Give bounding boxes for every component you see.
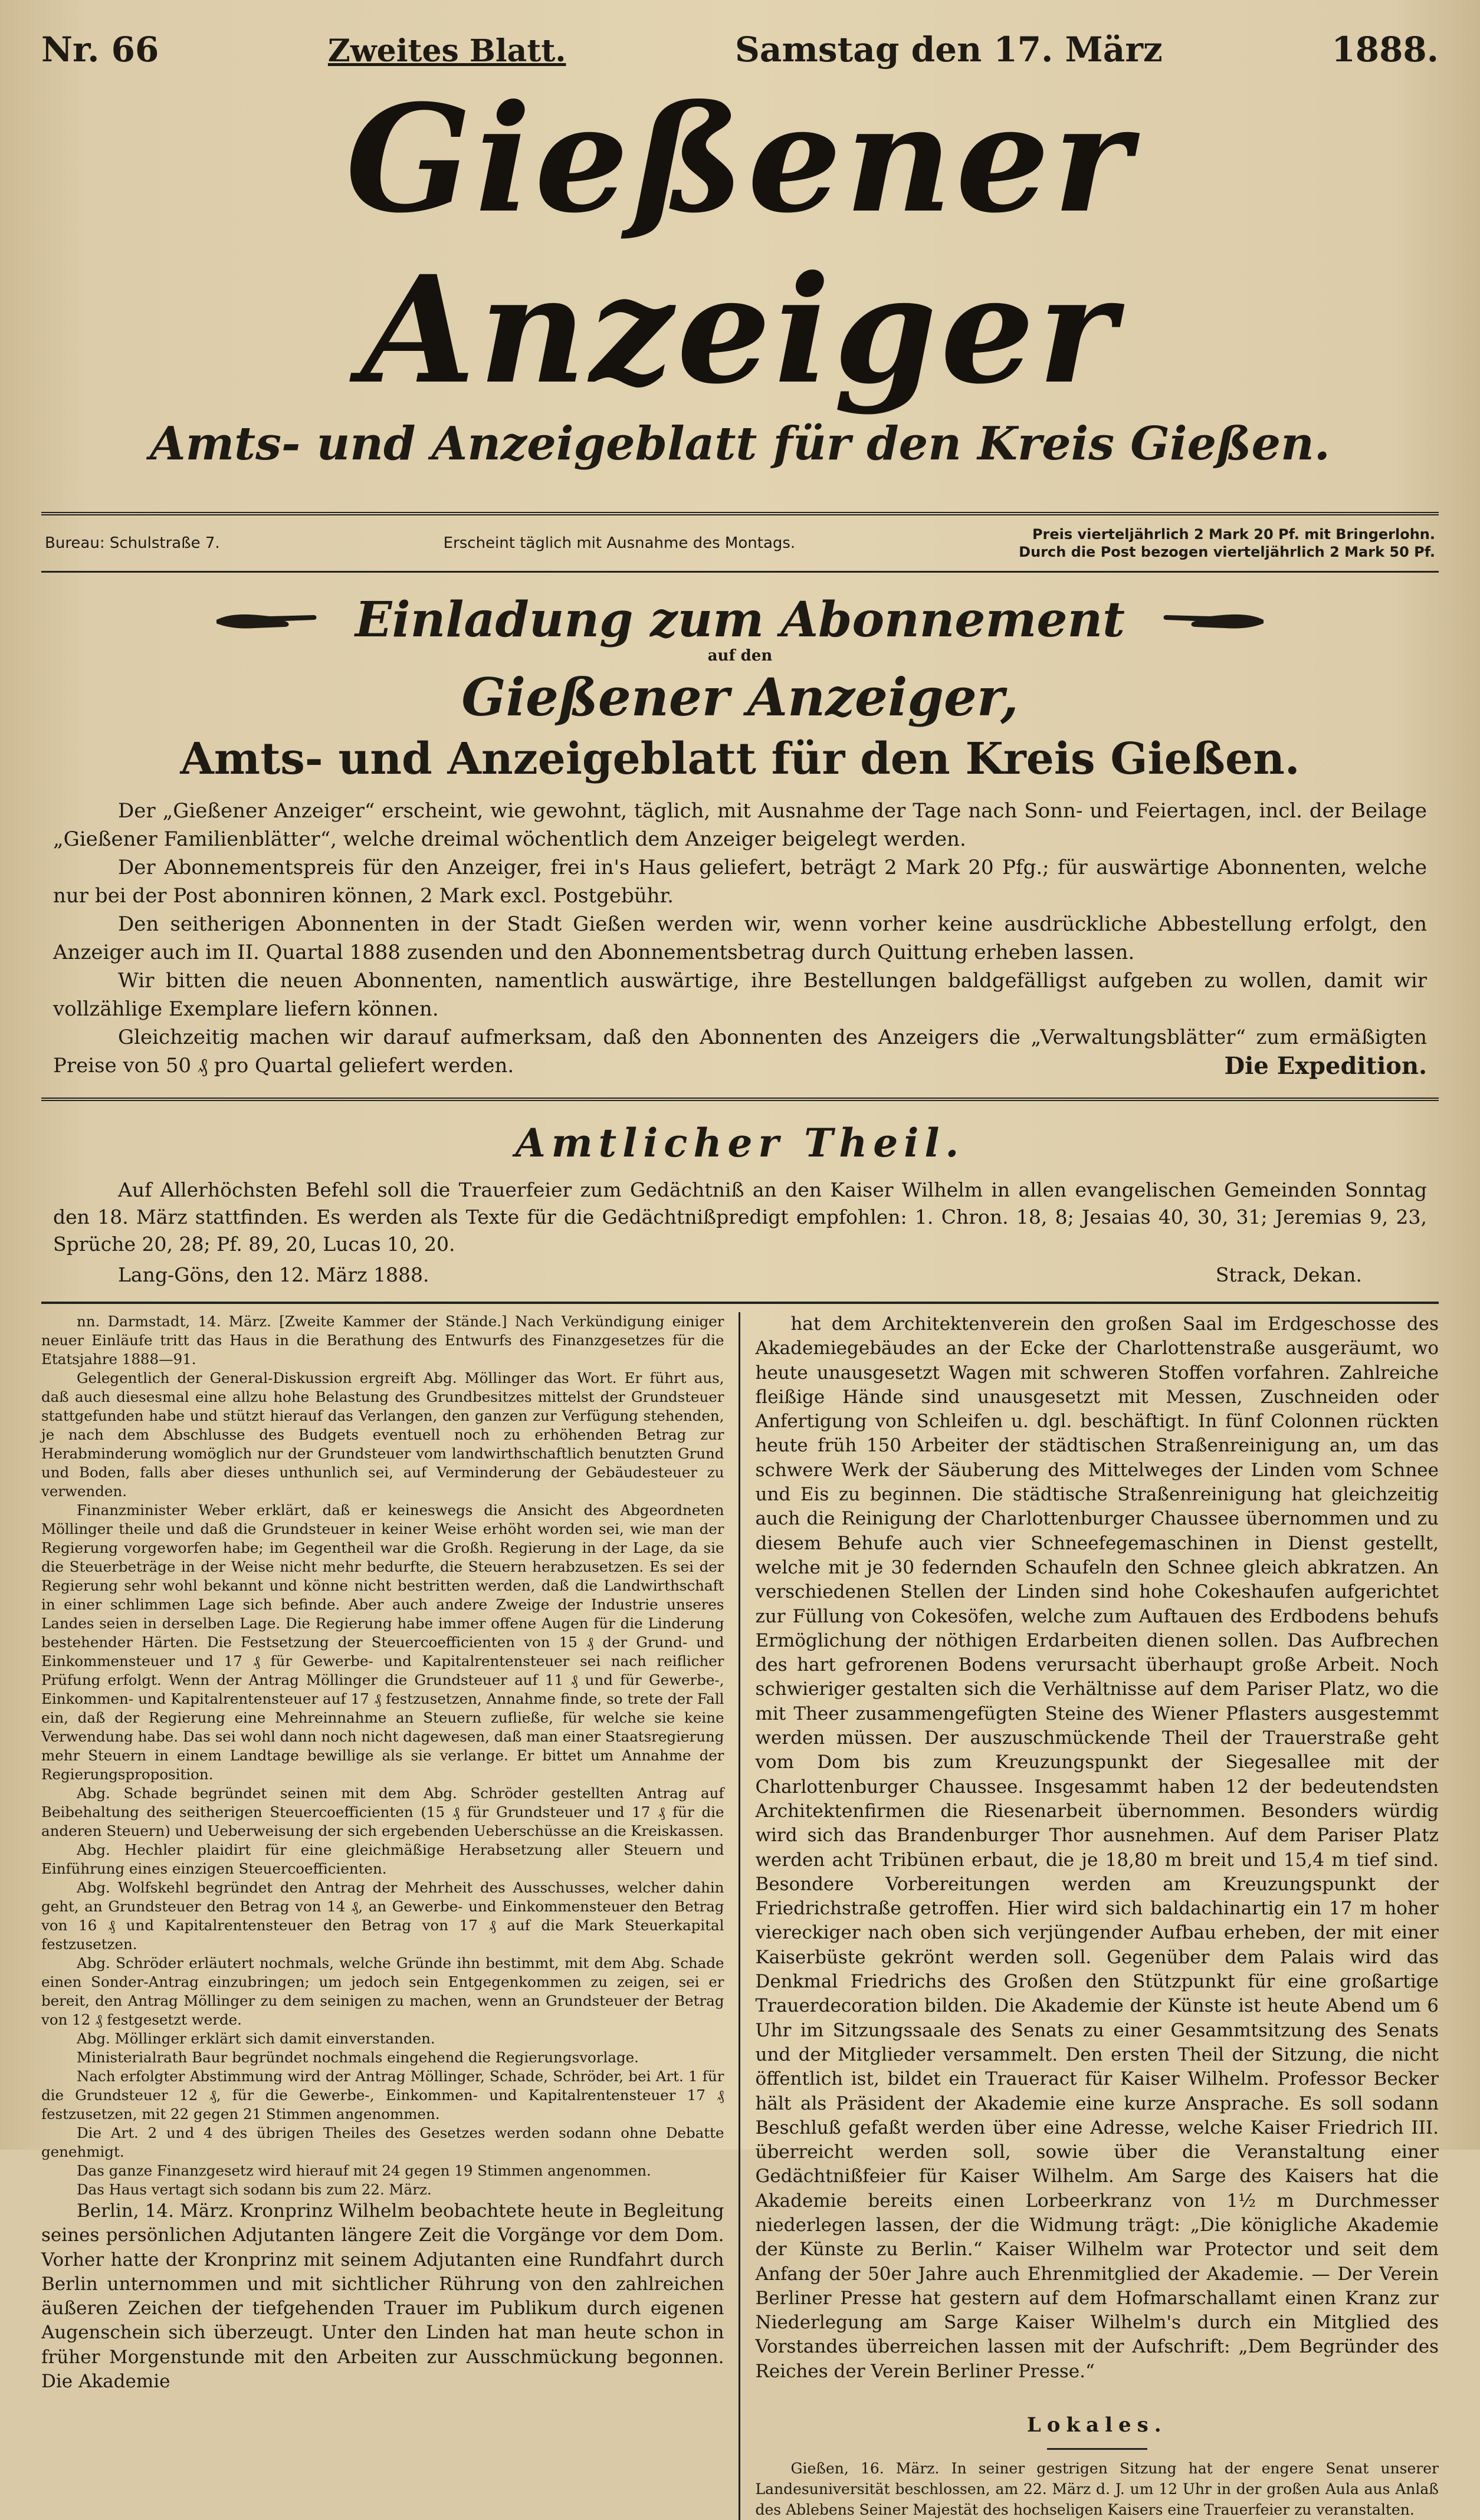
issue-date: Samstag den 17. März [735,29,1163,70]
article-paragraph: hat dem Architektenverein den großen Saal im Erdgeschosse des Akademiegebäudes an der Ecke der Charlottenstraße ausgeräumt, wo heute unausgesetzt Wagen mit schweren Stoffen vorfahren. Zahlreiche fleißige Hände sind unausgesetzt mit Messen, Zuschneiden oder Anfertigung von Schleifen u. dgl. beschäftigt. In fünf Colonnen rückten heute früh 150 Arbeiter der städtischen Straßenreinigung an, um das schwere Werk der Säuberung des Mittelweges der Linden vom Schnee und Eis zu beginnen. Die städtische Straßenreinigung hat gleichzeitig auch die Reinigung der Charlottenburger Chaussee übernommen und zu diesem Behufe auch vier Schneefegemaschinen in Dienst gestellt, welche mit je 30 federnden Schaufeln den Schnee gleich abkratzen. An verschiedenen Stellen der Linden sind hohe Cokeshaufen aufgerichtet zur Füllung von Cokesöfen, welche zum Auftauen des Erdbodens behufs Ermöglichung der nöthigen Erdarbeiten dienen sollen. Das Aufbrechen des hart gefrorenen Bodens verursacht überhaupt große Arbeit. Noch schwieriger gestalten sich die Verhältnisse auf dem Pariser Platz, wo die mit Theer zusammengefügten Steine des Wiener Pflasters ausgestemmt werden müssen. Der auszuschmückende Theil der Trauerstraße geht vom Dom bis zum Kreuzungspunkt der Siegesallee mit der Charlottenburger Chaussee. Insgesammt haben 12 der bedeutendsten Architektenfirmen die Riesenarbeit übernommen. Besonders würdig wird sich das Brandenburger Thor ausnehmen. Auf dem Pariser Platz werden acht Tribünen erbaut, die je 18,80 m breit und 15,4 m tief sind. Besondere Vorbereitungen werden am Kreuzungspunkt der Friedrichstraße getroffen. Hier wird sich baldachinartig ein 17 m hoher viereckiger nach oben sich verjüngender Aufbau erheben, der mit einer Kaiserbüste gekrönt werden soll. Gegenüber dem Palais wird das Denkmal Friedrichs des Großen den Stützpunkt für eine großartige Trauerdecoration bilden. Die Akademie der Künste ist heute Abend um 6 Uhr im Sitzungssaale des Senats zu einer Gesammtsitzung des Senats und der Mitglieder versammelt. Den ersten Theil der Sitzung, die nicht öffentlich ist, bildet ein Traueract für Kaiser Wilhelm. Professor Becker hält als Präsident der Akademie eine kurze Ansprache. Es soll sodann Beschluß gefaßt werden über eine Adresse, welche Kaiser Friedrich III. überreicht werden soll, sowie über die Veranstaltung einer Gedächtnißfeier für Kaiser Wilhelm. Am Sarge des Kaisers hat die Akademie bereits einen Lorbeerkranz von 1½ m Durchmesser niederlegen lassen, der die Widmung trägt: „Die königliche Akademie der Künste zu Berlin.“ Kaiser Wilhelm war Protector und seit dem Anfang der 50er Jahre auch Ehrenmitglied der Akademie. — Der Verein Berliner Presse hat gestern auf dem Hofmarschallamt einen Kranz zur Niederlegung am Sarge Kaiser Wilhelm's durch ein Mitglied des Vorstandes überreichen lassen mit der Aufschrift: „Dem Begründer des Reiches der Verein Berliner Presse.“ [755,1313,1439,2382]
local-news-text: Gießen, 16. März. In seiner gestrigen Sitzung hat der engere Senat unserer Landesuniversität beschlossen, am 22. März d. J. um 12 Uhr in der großen Aula aus Anlaß des Ablebens Seiner Majestät des hochseligen Kaisers eine Trauerfeier zu veranstalten. [755,2460,1439,2519]
article-paragraph: Abg. Möllinger erklärt sich damit einverstanden. [77,2030,435,2047]
official-section [41,1101,1439,1304]
berlin-article: Berlin, 14. März. Kronprinz Wilhelm beobachtete heute in Begleitung seines persönlichen Adjutanten längere Zeit die Vorgänge vor dem Dom. Vorher hatte der Kronprinz mit seinem Adjutanten eine Rundfahrt durch Berlin unternommen und mit sichtlicher Rührung von den zahlreichen äußeren Zeichen der tiefgehenden Trauer im Publikum durch eigenen Augenschein sich überzeugt. Unter den Linden hat man heute schon in früher Morgenstunde mit den Arbeiten zur Ausschmückung begonnen. Die Akademie [41,2200,724,2393]
bureau-address: Bureau: Schulstraße 7. [45,534,220,552]
price-line-2: Durch die Post bezogen vierteljährlich 2 Mark 50 Pf. [1019,544,1435,560]
price-line-1: Preis vierteljährlich 2 Mark 20 Pf. mit Bringerlohn. [1032,526,1435,543]
newspaper-subtitle: Amts- und Anzeigeblatt für den Kreis Gießen. [150,417,1330,471]
article-paragraph: Nach erfolgter Abstimmung wird der Antrag Möllinger, Schade, Schröder, bei Art. 1 für die Grundsteuer 12 ₰, für die Gewerbe-, Einkommen- und Kapitalrentensteuer 17 ₰ festzusetzen, mit 22 gegen 21 Stimmen angenommen. [41,2068,724,2123]
official-place-date: Lang-Göns, den 12. März 1888. [118,1263,429,1286]
subscription-paper-name: Gießener Anzeiger, [461,666,1019,728]
article-paragraph: Das ganze Finanzgesetz wird hierauf mit 24 gegen 19 Stimmen angenommen. [77,2162,651,2179]
article-paragraph: Das Haus vertagt sich sodann bis zum 22. März. [77,2181,432,2198]
article-paragraph: Ministerialrath Baur begründet nochmals eingehend die Regierungsvorlage. [77,2049,639,2066]
article-paragraph: nn. Darmstadt, 14. März. [Zweite Kammer der Stände.] Nach Verkündigung einiger neuer Einläufe tritt das Haus in die Berathung des Entwurfs des Finanzgesetzes für die Etatsjahre 1888—91. [41,1313,724,1368]
official-section-heading: Amtlicher Theil. [515,1120,965,1166]
subscription-heading: Einladung zum Abonnement [355,592,1125,648]
article-paragraph: Die Art. 2 und 4 des übrigen Theiles des Gesetzes werden sodann ohne Debatte genehmigt. [41,2124,724,2160]
subscription-heading-row [53,590,1427,649]
article-columns [41,1312,1439,2520]
pointing-hand-left-icon [1160,607,1266,633]
article-paragraph: Abg. Hechler plaidirt für eine gleichmäßige Herabsetzung aller Steuern und Einführung eines einzigen Steuercoefficienten. [41,1841,724,1877]
official-notice-footer [53,1261,1427,1289]
left-column [41,1312,740,2520]
subscription-paragraph: Der „Gießener Anzeiger“ erscheint, wie gewohnt, täglich, mit Ausnahme der Tage nach Sonn- und Feiertagen, incl. der Beilage „Gießener Familienblätter“, welche dreimal wöchentlich dem Anzeiger beigelegt werden. [53,799,1427,851]
official-notice-text: Auf Allerhöchsten Befehl soll die Trauerfeier zum Gedächtniß an den Kaiser Wilhelm in allen evangelischen Gemeinden Sonntag den 18. März stattfinden. Es werden als Texte für die Gedächtnißpredigt empfohlen: 1. Chron. 18, 8; Jesaias 40, 30, 31; Jeremias 9, 23, Sprüche 20, 28; Pf. 89, 20, Lucas 10, 20. [53,1178,1427,1256]
official-notice [53,1177,1427,1258]
publication-schedule: Erscheint täglich mit Ausnahme des Montags. [443,534,796,552]
article-paragraph: Abg. Schröder erläutert nochmals, welche Gründe ihn bestimmt, mit dem Abg. Schade einen Sonder-Antrag einzubringen; um jedoch sein Entgegenkommen zu zeigen, sei er bereit, den Antrag Möllinger zu dem seinigen zu machen, wenn an Grundsteuer der Betrag von 12 ₰ festgesetzt werde. [41,1954,724,2028]
subscription-paragraph: Gleichzeitig machen wir darauf aufmerksam, daß den Abonnenten des Anzeigers die „Verwaltungsblätter“ zum ermäßigten Preise von 50 ₰ pro Quartal geliefert werden. [53,1026,1427,1077]
price-info [1019,525,1435,561]
subscription-paragraph: Wir bitten die neuen Abonnenten, namentlich auswärtige, ihre Bestellungen baldgefälligst aufgeben zu wollen, damit wir vollzählige Exemplare liefern können. [53,969,1427,1021]
local-news-heading: Lokales. [1026,2413,1167,2437]
article-paragraph: Finanzminister Weber erklärt, daß er keineswegs die Ansicht des Abgeordneten Möllinger theile und daß die Grundsteuer in keiner Weise erhöht worden sei, wie man der Regierung vorgeworfen habe; im Gegentheil war die Großh. Regierung in der Lage, da sie die Steuerbeträge in der Weise nicht mehr bedurfte, die Steuern herabzusetzen. Es sei der Regierung sehr wohl bekannt und könne nicht bestritten werden, daß die Landwirthschaft in einer schlimmen Lage sich befinde. Aber auch andere Zweige der Industrie unseres Landes seien in derselben Lage. Die Regierung habe immer offene Augen für die Linderung bestehender Härten. Die Festsetzung der Steuercoefficienten von 15 ₰ der Grund- und Einkommensteuer und 17 ₰ für Gewerbe- und Kapitalrentensteuer sei nach reiflicher Prüfung erfolgt. Wenn der Antrag Möllinger die Grundsteuer auf 11 ₰ und für Gewerbe-, Einkommen- und Kapitalrentensteuer auf 17 ₰ festzusetzen, Annahme finde, so trete der Fall ein, daß der Regierung eine Mehreinnahme an Steuern zufließe, für welche sie keine Verwendung habe. Das sei wohl dann noch nicht dagewesen, daß man einer Staatsregierung mehr Steuern in einem Landtage bewillige als sie verlange. Er bittet um Annahme der Regierungsproposition. [41,1502,724,1783]
article-paragraph: Gelegentlich der General-Diskussion ergreift Abg. Möllinger das Wort. Er führt aus, daß auch diesesmal eine allzu hohe Belastung des Grundbesitzes mittelst der Grundsteuer stattgefunden habe und stützt hierauf das Verlangen, den ganzen zur Verfügung stehenden, je nach dem Abschlusse des Budgets eventuell noch zu erhöhenden Betrag zur Herabminderung womöglich nur der Grundsteuer vom landwirthschaftlich benutzten Grund und Boden, falls aber dieses unthunlich sei, auf Verminderung der Gebäudesteuer zu verwenden. [41,1369,724,1500]
edition-label: Zweites Blatt. [327,33,566,69]
article-paragraph: Abg. Wolfskehl begründet den Antrag der Mehrheit des Ausschusses, welcher dahin geht, an Grundsteuer den Betrag von 14 ₰, an Gewerbe- und Einkommensteuer den Betrag von 16 ₰ und Kapitalrentensteuer den Betrag von 17 ₰ auf die Mark Steuerkapital festzusetzen. [41,1879,724,1953]
article-paragraph: Abg. Schade begründet seinen mit dem Abg. Schröder gestellten Antrag auf Beibehaltung des seitherigen Steuercoefficienten (15 ₰ für Grundsteuer und 17 ₰ für die anderen Steuern) und Ueberweisung der sich ergebenden Ueberschüsse an die Kreiskassen. [41,1785,724,1839]
subscription-paragraph: Der Abonnementspreis für den Anzeiger, frei in's Haus geliefert, beträgt 2 Mark 20 Pfg.; für auswärtige Abonnenten, welche nur bei der Post abonniren können, 2 Mark excl. Postgebühr. [53,856,1427,908]
subscription-amts-line: Amts- und Anzeigeblatt für den Kreis Gießen. [180,734,1300,784]
issue-year: 1888. [1331,29,1439,70]
official-signed: Strack, Dekan. [1215,1263,1362,1286]
info-bar [41,512,1439,573]
issue-number: Nr. 66 [41,29,159,70]
local-news-divider [1047,2448,1147,2450]
right-column [740,1312,1439,2520]
subscription-body [53,797,1427,1080]
newspaper-title: Gießener Anzeiger [345,72,1135,416]
subscription-signature: Die Expedition. [1224,1052,1427,1080]
pointing-hand-right-icon [214,607,320,633]
subscription-notice [41,573,1439,1101]
subscription-paragraph: Den seitherigen Abonnenten in der Stadt Gießen werden wir, wenn vorher keine ausdrückliche Abbestellung erfolgt, den Anzeiger auch im II. Quartal 1888 zusenden und den Abonnementsbetrag durch Quittung erheben lassen. [53,912,1427,964]
subscription-auf-den: auf den [707,647,773,665]
